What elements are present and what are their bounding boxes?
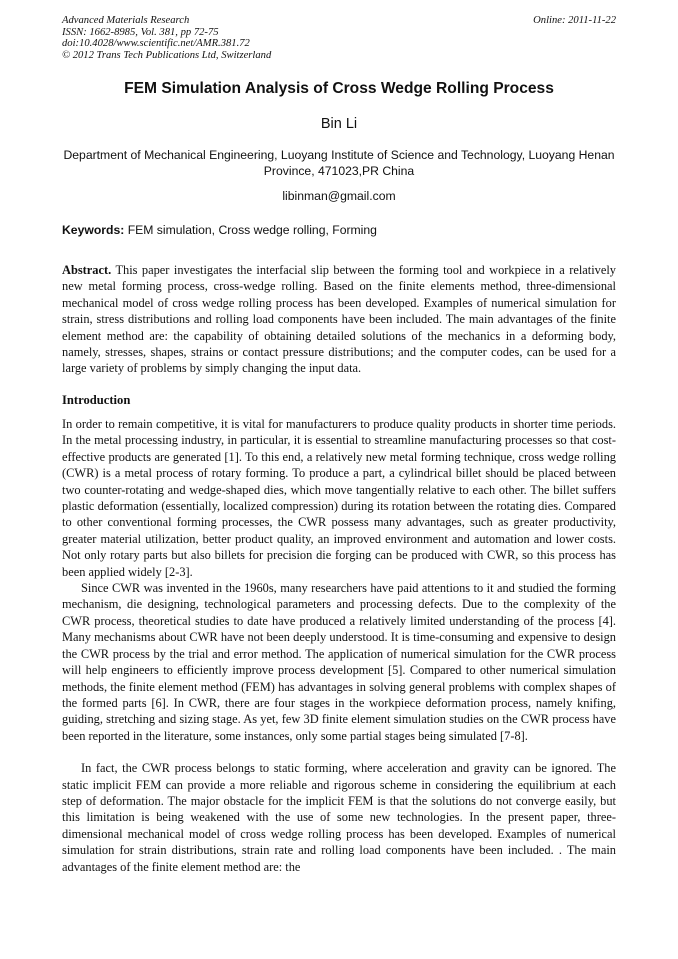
journal-copyright: © 2012 Trans Tech Publications Ltd, Switzerland [62, 49, 272, 61]
journal-doi: doi:10.4028/www.scientific.net/AMR.381.72 [62, 38, 250, 49]
online-date: Online: 2011-11-22 [533, 15, 616, 26]
intro-paragraph-1: In order to remain competitive, it is vital for manufacturers to produce quality products in shorter time periods. In the metal processing industry, in particular, it is essential to streamline manufacturing processes so that cost-effective products are generated [1]. To this end, a relatively new metal forming technique, cross wedge rolling (CWR) is a metal process of rotary forming. To produce a part, a cylindrical billet should be placed between two counter-rotating and wedge-shaped dies, which move tangentially relative to each other. The billet suffers plastic deformation (essentially, localized compression) during its rotation between the rotating dies. Compared to other conventional forming processes, the CWR possess many advantages, such as greater productivity, greater material utilization, better product quality, an improved environment and automation and lower costs. Not only rotary parts but also billets for precision die forging can be produced with CWR, so this process has been applied widely [2-3]. [62, 417, 616, 579]
abstract-label: Abstract. [62, 263, 112, 277]
journal-header [62, 15, 616, 61]
journal-issn: ISSN: 1662-8985, Vol. 381, pp 72-75 [62, 26, 219, 38]
journal-name: Advanced Materials Research [62, 15, 190, 26]
author-affiliation: Department of Mechanical Engineering, Luoyang Institute of Science and Technology, Luoyang Henan Province, 471023,PR China [63, 148, 615, 178]
abstract-text: This paper investigates the interfacial slip between the forming tool and workpiece in a relatively new metal forming process, cross-wedge rolling. Based on the finite elements method, three-dimensional mechanical model of cross wedge rolling process has been developed. Examples of numerical simulation for strain, stress distributions and rolling load components have been included. The main advantages of the finite element method are: the capability of obtaining detailed solutions of the mechanics in a deforming body, namely, stresses, shapes, strains or contact pressure distributions; and the computer codes, can be used for a large variety of problems by simply changing the input data. [62, 263, 616, 376]
author-name: Bin Li [320, 116, 358, 132]
author-email: libinman@gmail.com [282, 189, 396, 203]
keywords-label: Keywords: [62, 223, 125, 237]
abstract [62, 262, 616, 377]
keywords [62, 223, 616, 237]
section-heading-introduction: Introduction [62, 393, 131, 407]
intro-paragraph-3: In fact, the CWR process belongs to static forming, where acceleration and gravity can be ignored. The static implicit FEM can provide a more reliable and rigorous scheme in considering the equilibrium at each step of deformation. The major obstacle for the implicit FEM is that the solutions do not converge easily, but this limitation is being weakened with the use of some new technologies. In the present paper, three-dimensional mechanical model of cross wedge rolling process has been developed. Examples of numerical simulation for strain distributions, strain rate and rolling load components have been included. . The main advantages of the finite element method are: the [62, 761, 616, 874]
introduction-body [62, 416, 616, 875]
intro-paragraph-2: Since CWR was invented in the 1960s, many researchers have paid attentions to it and studied the forming mechanism, die designing, technological parameters and processing defects. Due to the complexity of the CWR process, theoretical studies to date have produced a relatively limited understanding of the process [4]. Many mechanisms about CWR have not been deeply understood. It is time-consuming and expensive to design the CWR process by the trial and error method. The application of numerical simulation for the CWR process will help engineers to efficiently improve process development [5]. Compared to other numerical simulation methods, the finite element method (FEM) has advantages in solving general problems with complex shapes of the formed parts [6]. In CWR, there are four stages in the workpiece deformation process, namely knifing, guiding, stretching and sizing stage. As yet, few 3D finite element simulation studies on the CWR process have been reported in the literature, some instances, only some partial stages being simulated [7-8]. [62, 581, 616, 743]
paper-title: FEM Simulation Analysis of Cross Wedge Rolling Process [124, 80, 554, 97]
keywords-text: FEM simulation, Cross wedge rolling, Forming [124, 223, 377, 237]
